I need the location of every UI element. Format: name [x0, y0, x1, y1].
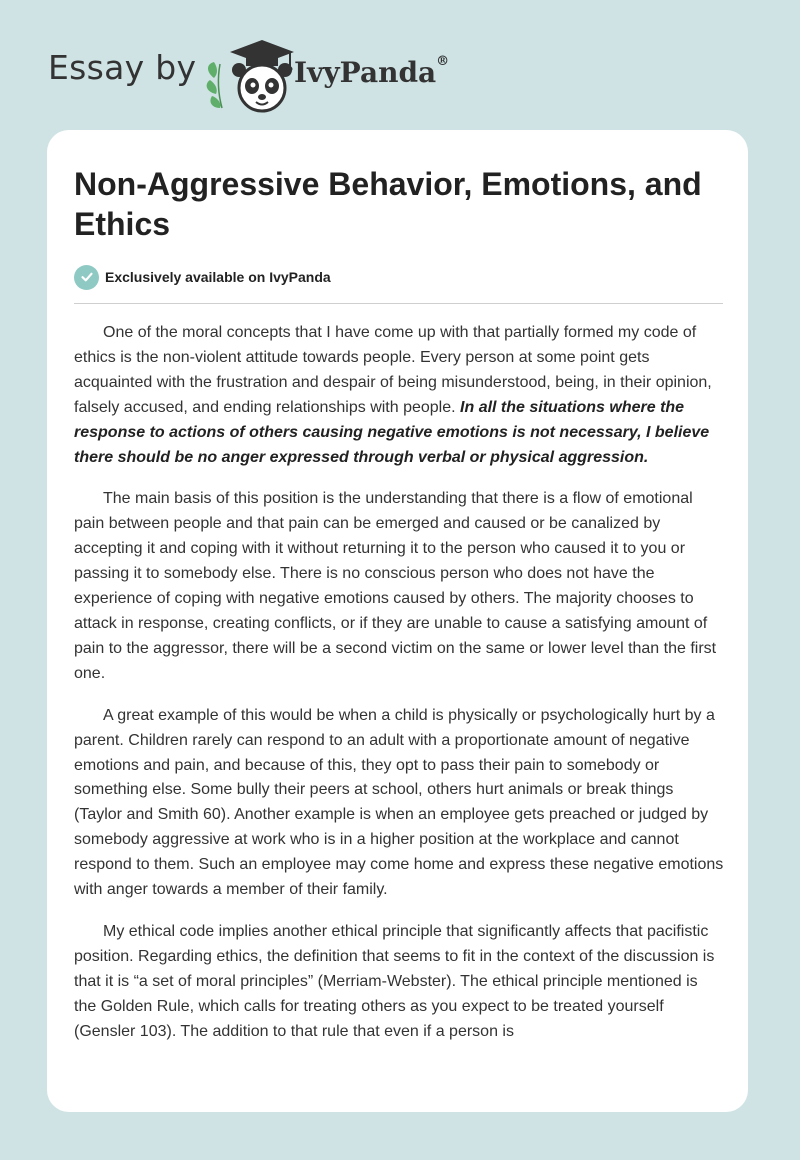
page-title: Non-Aggressive Behavior, Emotions, and Ethics [74, 166, 702, 242]
paragraph [74, 487, 724, 686]
paragraph-text: One of the moral concepts that I have come up with that partially formed my code of ethics is the non-violent attitude towards people. Every person at some point gets acquainted with the frustration and despair of being misunderstood, being, in their opinion, falsely accused, and ending relationships with people. [74, 324, 712, 416]
essay-body [74, 321, 724, 1061]
thesis-emphasis: In all the situations where the response to actions of others causing negative emotions is not necessary, I believe there should be no anger expressed through verbal or physical aggression. [74, 398, 710, 466]
registered-mark: ® [436, 54, 450, 69]
paragraph [74, 920, 724, 1045]
divider [74, 303, 723, 304]
brand-name-text: IvyPanda [294, 56, 437, 89]
exclusive-badge [74, 264, 331, 290]
essay-by-label: Essay by [48, 48, 197, 87]
ivypanda-logo-icon[interactable] [202, 34, 302, 114]
essay-card [47, 130, 748, 1112]
paragraph-text: The main basis of this position is the understanding that there is a flow of emotional pain between people and that pain can be emerged and caused or be canalized by accepting it and coping with it without returning it to the person who caused it to you or passing it to somebody else. There is no conscious person who does not have the experience of coping with negative emotions caused by others. The majority chooses to attack in response, creating conflicts, or if they are unable to cause a satisfying amount of pain to the aggressor, there will be a second victim on the same or lower level than the first one. [74, 490, 717, 682]
exclusive-badge-label: Exclusively available on IvyPanda [105, 269, 331, 285]
brand-name[interactable] [294, 56, 449, 89]
paragraph [74, 704, 724, 903]
paragraph [74, 321, 724, 470]
paragraph-text: My ethical code implies another ethical principle that significantly affects that pacifistic position. Regarding ethics, the definition that seems to fit in the context of the discussion is that it is “a set of moral principles” (Merriam-Webster). The ethical principle mentioned is the Golden Rule, which calls for treating others as you expect to be treated yourself (Gensler 103). The addition to that rule that even if a person is [74, 922, 715, 1040]
site-header [48, 34, 752, 114]
paragraph-text: A great example of this would be when a child is physically or psychologically hurt by a parent. Children rarely can respond to an adult with a proportionate amount of negative emotions and pain, and because of this, they opt to pass their pain to somebody or something else. Some bully their peers at school, others hurt animals or break things (Taylor and Smith 60). Another example is when an employee gets preached or judged by somebody aggressive at work who is in a higher position at the workplace and cannot respond to them. Such an employee may come home and express these negative emotions with anger towards a member of their family. [74, 706, 724, 899]
check-icon [74, 265, 99, 290]
